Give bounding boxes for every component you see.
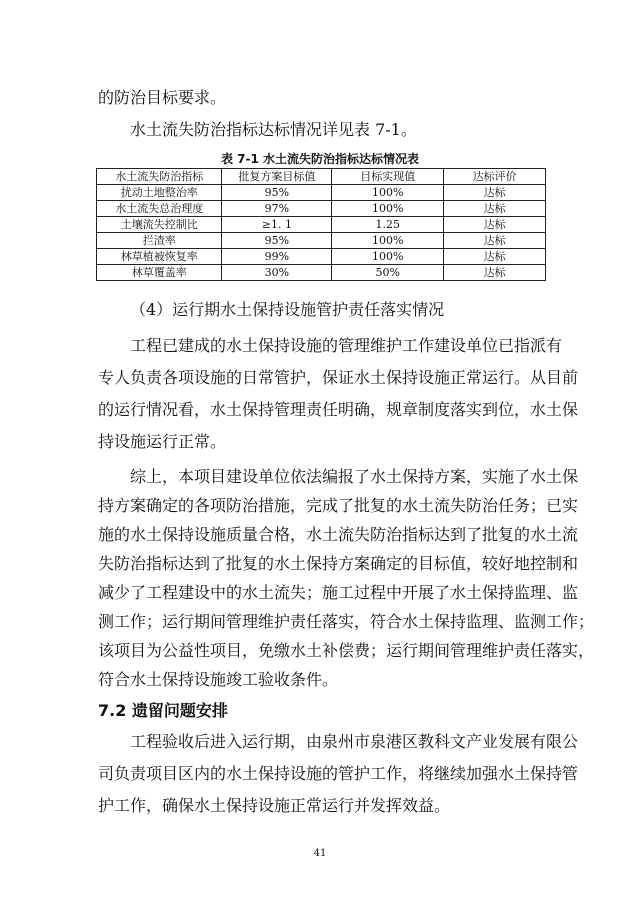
table-cell: 达标 bbox=[444, 185, 546, 201]
table-cell: 扰动土地整治率 bbox=[97, 185, 222, 201]
text-line: 施的水土保持设施质量合格，水土流失防治指标达到了批复的水土流 bbox=[98, 525, 579, 544]
table-cell: 100% bbox=[332, 185, 444, 201]
table-cell: 1.25 bbox=[332, 217, 444, 233]
text-line: 工程验收后进入运行期，由泉州市泉港区教科文产业发展有限公 bbox=[130, 732, 579, 751]
compliance-table bbox=[96, 168, 546, 281]
table-cell: 土壤流失控制比 bbox=[97, 217, 222, 233]
text-line: 专人负责各项设施的日常管护，保证水土保持设施正常运行。从目前 bbox=[98, 368, 579, 387]
table-cell: 拦渣率 bbox=[97, 233, 222, 249]
text-line: 综上，本项目建设单位依法编报了水土保持方案，实施了水土保 bbox=[130, 467, 579, 486]
text-line: 水土流失防治指标达标情况详见表 7-1。 bbox=[130, 120, 417, 139]
table-row bbox=[97, 265, 546, 281]
table-row bbox=[97, 185, 546, 201]
table-cell: 30% bbox=[222, 265, 332, 281]
table-cell: 99% bbox=[222, 249, 332, 265]
text-line: 持方案确定的各项防治措施，完成了批复的水土流失防治任务；已实 bbox=[98, 496, 579, 515]
section-heading: 7.2 遗留问题安排 bbox=[98, 701, 228, 720]
table-header-row bbox=[97, 169, 546, 185]
table-row bbox=[97, 249, 546, 265]
table-cell: 达标 bbox=[444, 233, 546, 249]
table-cell: 97% bbox=[222, 201, 332, 217]
text-line: 的防治目标要求。 bbox=[98, 88, 227, 107]
table-cell: 达标 bbox=[444, 217, 546, 233]
text-line: 司负责项目区内的水土保持设施的管护工作，将继续加强水土保持管 bbox=[98, 764, 579, 783]
text-line: 的运行情况看，水土保持管理责任明确，规章制度落实到位，水土保 bbox=[98, 400, 579, 419]
table-title: 表 7-1 水土流失防治指标达标情况表 bbox=[220, 152, 420, 166]
table-cell: 达标 bbox=[444, 201, 546, 217]
table-cell: 林草覆盖率 bbox=[97, 265, 222, 281]
page-number: 41 bbox=[313, 848, 327, 859]
table-cell: 95% bbox=[222, 233, 332, 249]
table-cell: 达标 bbox=[444, 249, 546, 265]
text-line: 工程已建成的水土保持设施的管理维护工作建设单位已指派有 bbox=[130, 336, 563, 355]
table-cell: 95% bbox=[222, 185, 332, 201]
text-line: 测工作；运行期间管理维护责任落实，符合水土保持监理、监测工作； bbox=[98, 612, 595, 631]
text-line: 护工作，确保水土保持设施正常运行并发挥效益。 bbox=[98, 796, 451, 815]
table-cell: 100% bbox=[332, 201, 444, 217]
column-header: 批复方案目标值 bbox=[222, 169, 332, 185]
column-header: 目标实现值 bbox=[332, 169, 444, 185]
text-line: 减少了工程建设中的水土流失；施工过程中开展了水土保持监理、监 bbox=[98, 583, 579, 602]
text-line: 符合水土保持设施竣工验收条件。 bbox=[98, 670, 339, 689]
text-line: 该项目为公益性项目，免缴水土补偿费；运行期间管理维护责任落实， bbox=[98, 641, 595, 660]
text-line: 持设施运行正常。 bbox=[98, 432, 227, 451]
table-cell: 水土流失总治理度 bbox=[97, 201, 222, 217]
text-line: 失防治指标达到了批复的水土保持方案确定的目标值，较好地控制和 bbox=[98, 554, 579, 573]
table-row bbox=[97, 217, 546, 233]
table-row bbox=[97, 201, 546, 217]
column-header: 达标评价 bbox=[444, 169, 546, 185]
table-cell: 50% bbox=[332, 265, 444, 281]
table-row bbox=[97, 233, 546, 249]
table-cell: 达标 bbox=[444, 265, 546, 281]
table-cell: 100% bbox=[332, 233, 444, 249]
column-header: 水土流失防治指标 bbox=[97, 169, 222, 185]
table-cell: 林草植被恢复率 bbox=[97, 249, 222, 265]
section-subtitle: （4）运行期水土保持设施管护责任落实情况 bbox=[130, 300, 445, 319]
table-cell: 100% bbox=[332, 249, 444, 265]
table-cell: ≥1. 1 bbox=[222, 217, 332, 233]
